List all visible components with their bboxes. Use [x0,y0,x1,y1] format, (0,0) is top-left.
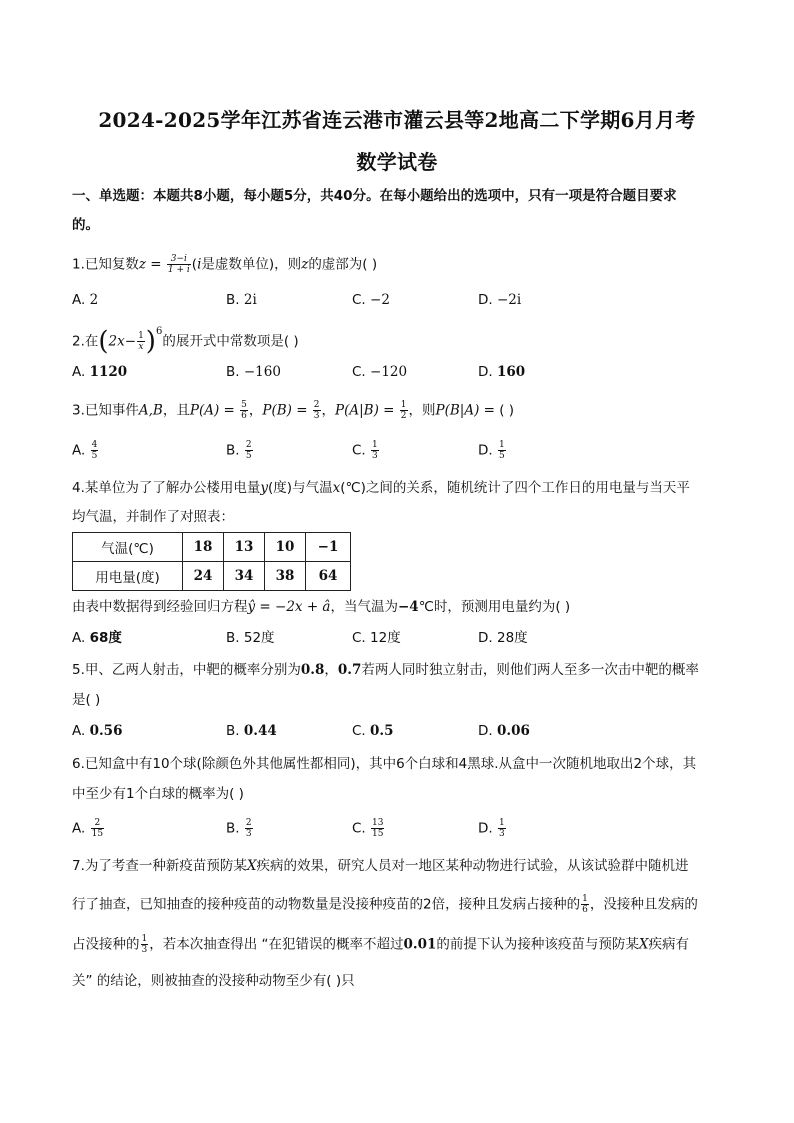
q2-expr: 2x− [108,333,137,350]
q4-text-c: (℃)之间的关系，随机统计了四个工作日的用电量与当天平 [340,480,690,496]
q5-option-a [72,721,122,741]
frac-den: 5 [91,451,98,461]
frac-num: 2 [91,818,104,829]
q7-fraction-1 [581,894,589,915]
option-label: B. [226,442,240,459]
frac-num: 1 [141,934,148,944]
q3-option-d [478,440,507,461]
option-fraction [371,440,379,461]
frac-num: 2 [313,400,320,410]
q1-frac-den: 1 + i [167,265,190,275]
q3-mid1: ，且 [162,402,190,419]
q7-text-c: 行了抽查，已知抽查的接种疫苗的动物数量是没接种疫苗的2倍，接种且发病占接种的 [72,896,581,913]
q4-var-x: x [332,480,341,496]
q3-pb-fraction [313,400,321,421]
frac-num: 4 [91,440,98,450]
option-value: 2 [89,292,99,308]
q3-sep2: ， [321,402,336,419]
q3-pa-fraction [240,400,248,421]
option-label: B. [226,630,240,646]
option-label: C. [352,364,366,380]
question-7-line1 [72,856,689,876]
q5-p1: 0.8 [300,662,325,678]
option-label: A. [72,723,86,739]
q7-fraction-2 [141,934,149,955]
frac-den: 15 [91,829,104,839]
frac-den: 2 [400,411,407,421]
question-7-line4: 关” 的结论，则被抽查的没接种动物至少有( )只 [72,973,355,989]
option-value: 0.06 [496,723,530,739]
option-value: 0.5 [370,723,394,739]
option-value: 52度 [243,630,275,646]
q7-text-d: ，没接种且发病的 [589,896,698,913]
q4-option-c [352,628,401,648]
q4-text-e: ，当气温为 [330,599,398,615]
q3-prefix: 3.已知事件 [72,402,139,419]
table-cell: 34 [224,562,265,591]
q7-text-b: 疾病的效果，研究人员对一地区某种动物进行试验，从该试验群中随机进 [256,858,689,874]
option-label: C. [352,630,366,646]
q5-text-b: 若两人同时独立射击，则他们两人至多一次击中靶的概率 [361,662,699,678]
frac-den: 5 [245,451,252,461]
question-5-line2: 是( ) [72,692,101,708]
table-row [73,533,351,562]
option-fraction [371,818,384,839]
option-value: 0.56 [89,723,123,739]
frac-den: 6 [582,905,588,915]
option-value: 68度 [89,630,122,646]
q2-paren-open: ( [98,326,109,357]
q2-frac-num: 1 [138,331,144,341]
table-cell: 64 [306,562,351,591]
q5-text-a: 5.甲、乙两人射击，中靶的概率分别为 [72,662,301,678]
q4-text-a: 4.某单位为了了解办公楼用电量 [72,480,261,496]
q1-option-d [478,290,521,310]
option-label: D. [478,723,493,739]
option-label: D. [478,292,493,308]
q2-option-d [478,362,525,382]
q6-option-b [226,818,254,839]
option-value: −2i [496,292,522,308]
q3-mid2: ，则 [408,402,436,419]
option-label: A. [72,442,86,459]
frac-den: 3 [313,411,320,421]
q4-text-b: (度)与气温 [268,480,333,496]
q1-fraction [167,254,191,275]
q5-option-d [478,721,530,741]
option-label: D. [478,630,493,646]
option-value: −2 [370,292,390,308]
q3-pb: P(B) = [262,402,312,419]
q5-p2: 0.7 [337,662,362,678]
q3-sep1: ， [248,402,263,419]
q4-var-y: y [260,480,269,496]
option-label: A. [72,820,86,837]
q1-option-b [226,290,257,310]
frac-num: 2 [245,440,252,450]
frac-den: 3 [372,451,378,461]
table-header-cell: 气温(℃) [73,533,183,562]
frac-den: 3 [141,945,148,955]
option-fraction [498,818,506,839]
exam-subtitle: 数学试卷 [356,150,438,174]
q3-suffix: ( ) [499,402,515,419]
option-label: B. [226,723,240,739]
option-fraction [91,440,99,461]
q7-var-x2: X [638,936,649,953]
frac-num: 1 [498,440,505,450]
option-label: C. [352,442,366,459]
q7-alpha: 0.01 [403,936,437,953]
table-cell: 10 [265,533,306,562]
q3-option-c [352,440,380,461]
q7-var-x: X [246,858,257,874]
q4-equation: ŷ = −2x + â [247,599,331,615]
q3-pba: P(B|A) = [435,402,500,419]
option-label: D. [478,820,493,837]
question-5-line1 [72,660,699,680]
q1-option-a [72,290,98,310]
question-7-line3 [72,934,689,955]
q2-prefix: 2.在 [72,333,99,350]
question-6-line2: 中至少有1个白球的概率为( ) [72,786,244,802]
q1-var-z2: z [301,256,309,273]
q2-option-b [226,362,281,382]
table-cell: 18 [183,533,224,562]
question-6-line1: 6.已知盒中有10个球(除颜色外其他属性都相同)，其中6个白球和4黑球.从盒中一次随机地取出2个球，其 [72,756,697,772]
q1-middle: 是虚数单位)，则 [201,256,302,273]
option-value: 1120 [89,364,128,380]
q3-pab-fraction [400,400,408,421]
table-cell: 38 [265,562,306,591]
q1-var-i: i [197,256,202,273]
option-label: B. [226,364,240,380]
q1-equals: = [146,256,166,273]
frac-num: 1 [582,894,588,904]
q3-option-a [72,440,99,461]
q1-var-z: z [138,256,147,273]
q4-text-d: 由表中数据得到经验回归方程 [72,599,248,615]
option-fraction [91,818,104,839]
option-fraction [245,818,253,839]
frac-den: 3 [498,829,505,839]
q1-suffix: 的虚部为( ) [308,256,378,273]
q3-events: A,B [138,402,163,419]
q6-option-a [72,818,105,839]
option-label: C. [352,723,366,739]
q6-option-d [478,818,507,839]
option-value: 12度 [370,630,401,646]
q6-option-c [352,818,385,839]
q2-option-c [352,362,407,382]
frac-num: 13 [372,818,384,828]
frac-num: 1 [400,400,407,410]
q3-option-b [226,440,254,461]
option-label: D. [478,364,493,380]
option-label: A. [72,630,86,646]
option-label: B. [226,292,240,308]
option-value: −120 [370,364,408,380]
q4-option-a [72,628,122,648]
option-value: 0.44 [243,723,277,739]
q4-option-b [226,628,275,648]
table-cell: 13 [224,533,265,562]
option-fraction [498,440,506,461]
option-value: −160 [243,364,281,380]
frac-den: 5 [498,451,505,461]
table-row [73,562,351,591]
q4-data-table [72,532,351,591]
option-label: B. [226,820,240,837]
exam-title: 2024-2025学年江苏省连云港市灌云县等2地高二下学期6月月考 [98,108,696,132]
q2-fraction [137,331,145,352]
q5-sep: ， [324,662,338,678]
question-2 [72,326,299,357]
option-label: A. [72,292,86,308]
frac-den: 6 [241,411,247,421]
option-label: A. [72,364,86,380]
frac-den: 3 [245,829,252,839]
q4-option-d [478,628,528,648]
frac-num: 2 [245,818,252,828]
q7-text-g: 的前提下认为接种该疫苗与预防某 [436,936,639,953]
question-7-line2 [72,894,698,915]
q3-pa: P(A) = [189,402,240,419]
question-4-line3 [72,597,570,617]
q7-text-a: 7.为了考查一种新疫苗预防某 [72,858,247,874]
question-1 [72,254,377,275]
question-3 [72,400,514,421]
q1-option-c [352,290,390,310]
q1-prefix: 1.已知复数 [72,256,139,273]
option-fraction [245,440,253,461]
q1-frac-num: 3−i [167,254,191,265]
table-cell: 24 [183,562,224,591]
question-4-line1 [72,478,690,498]
option-value: 160 [496,364,526,380]
q2-frac-den: x [138,342,144,352]
q5-option-c [352,721,394,741]
option-label: C. [352,292,366,308]
frac-num: 1 [498,818,505,828]
option-value: 28度 [496,630,528,646]
option-label: C. [352,820,366,837]
option-value: 2i [243,292,257,308]
q7-text-e: 占没接种的 [72,936,140,953]
q2-suffix: 的展开式中常数项是( ) [162,333,299,350]
q7-text-f: ，若本次抽查得出 “在犯错误的概率不超过 [149,936,404,953]
frac-den: 15 [372,829,384,839]
table-header-cell: 用电量(度) [73,562,183,591]
q4-text-f: ℃时，预测用电量约为( ) [418,599,571,615]
q2-exponent: 6 [155,326,163,337]
section-instructions-line1: 一、单选题：本题共8小题，每小题5分，共40分。在每小题给出的选项中，只有一项是符合题目要求 [72,188,677,204]
q2-option-a [72,362,127,382]
section-instructions-line2: 的。 [72,217,99,233]
q1-paren: ( [191,256,198,273]
q7-text-h: 疾病有 [648,936,690,953]
option-label: D. [478,442,493,459]
question-4-line2: 均气温，并制作了对照表： [72,509,234,525]
q3-pab: P(A|B) = [335,402,399,419]
q4-temp: −4 [397,599,419,615]
table-cell: −1 [306,533,351,562]
q5-option-b [226,721,277,741]
frac-num: 1 [372,440,378,450]
q2-paren-close: ) [145,326,156,357]
frac-num: 5 [241,400,247,410]
